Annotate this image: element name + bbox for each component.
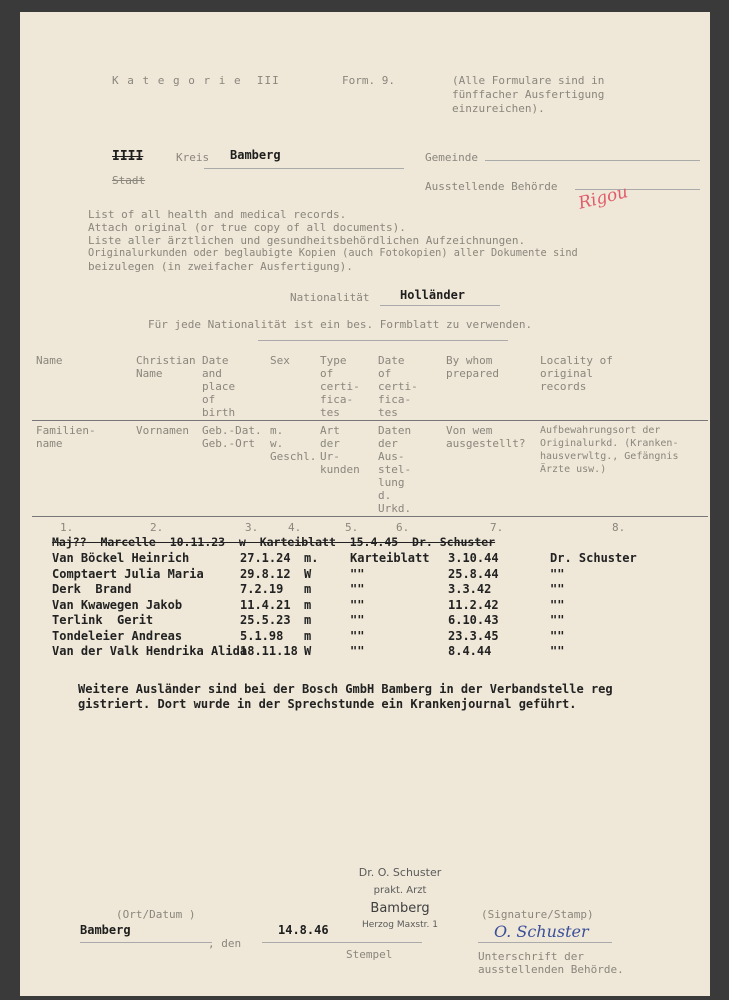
col-number-2: 2. <box>150 521 164 534</box>
kreis-value: Bamberg <box>230 148 281 162</box>
form-number: Form. 9. <box>342 74 395 87</box>
record-name: Comptaert Julia Maria <box>52 566 204 581</box>
record-name: Terlink Gerit <box>52 613 154 627</box>
record-date: 11.2.42 <box>448 597 499 612</box>
submission-note-line3: einzureichen). <box>452 102 545 115</box>
signature-label: (Signature/Stamp) <box>481 908 594 921</box>
record-birth: 29.8.12 <box>240 566 291 581</box>
record-sex: m <box>304 582 312 596</box>
submission-note-line2: fünffacher Ausfertigung <box>452 88 605 101</box>
record-type: "" <box>350 628 365 643</box>
col-prepared-en: By whom prepared <box>446 354 499 380</box>
record-by: "" <box>550 597 565 612</box>
record-by: "" <box>550 582 565 596</box>
col-number-7: 7. <box>490 521 504 534</box>
record-name: Van der Valk Hendrika Alida <box>52 644 248 658</box>
col-sex-de: m. w. Geschl. <box>270 424 317 463</box>
stamp-line4: Herzog Maxstr. 1 <box>362 920 438 930</box>
record-by: "" <box>550 566 565 581</box>
record-sex: W <box>304 566 312 581</box>
record-type: "" <box>350 582 365 596</box>
record-type: "" <box>350 644 365 658</box>
nationality-note-underline <box>258 340 508 341</box>
stamp-line3: Bamberg <box>370 901 430 916</box>
den-label: , den <box>208 937 242 950</box>
col-type-en: Type of certi- fica- tes <box>320 354 360 419</box>
behoerde-label: Ausstellende Behörde <box>425 180 558 193</box>
nationality-value: Holländer <box>400 288 466 302</box>
instruction-line2: Attach original (or true copy of all documents). <box>88 221 406 234</box>
col-christian-name-de: Vornamen <box>136 424 189 437</box>
stempel-label: Stempel <box>346 948 393 961</box>
date-value: 14.8.46 <box>278 923 329 937</box>
record-birth: 7.2.19 <box>240 582 284 596</box>
record-sex: W <box>304 644 312 658</box>
col-date-en: Date of certi- fica- tes <box>378 354 418 419</box>
record-name: Derk Brand <box>52 582 132 596</box>
col-number-5: 5. <box>345 521 359 534</box>
instruction-line3: Liste aller ärztlichen und gesundheitsbehördlichen Aufzeichnungen. <box>88 234 526 247</box>
col-sex-en: Sex <box>270 354 290 367</box>
record-sex: m. <box>304 551 319 565</box>
col-type-de: Art der Ur- kunden <box>320 424 360 476</box>
kreis-underline <box>204 168 404 169</box>
stadt-label: Stadt <box>112 174 146 187</box>
remark-line2: gistriert. Dort wurde in der Sprechstunde ein Krankenjournal geführt. <box>78 697 577 711</box>
record-date: 6.10.43 <box>448 613 499 627</box>
col-name-en: Name <box>36 354 63 367</box>
place-date-label: (Ort/Datum ) <box>116 908 196 921</box>
signature-underline <box>478 942 612 943</box>
record-date: 3.10.44 <box>448 551 499 565</box>
red-handwritten-annotation: Rigou <box>576 182 630 214</box>
kreis-label: Kreis <box>176 151 210 164</box>
col-number-4: 4. <box>288 521 302 534</box>
date-underline <box>262 942 422 943</box>
record-name: Van Böckel Heinrich <box>52 551 190 565</box>
submission-note-line1: (Alle Formulare sind in <box>452 74 605 87</box>
record-birth: 5.1.98 <box>240 628 284 643</box>
record-type: "" <box>350 566 365 581</box>
numbers-divider <box>32 516 708 517</box>
record-type: "" <box>350 597 365 612</box>
col-prepared-de: Von wem ausgestellt? <box>446 424 526 450</box>
col-number-8: 8. <box>612 521 626 534</box>
record-type: "" <box>350 613 365 627</box>
record-by: "" <box>550 644 565 658</box>
unterschrift-line1: Unterschrift der <box>478 950 584 963</box>
stamp-line1: Dr. O. Schuster <box>358 866 442 879</box>
struck-out-row: Maj?? Marcelle 10.11.23 w Karteiblatt 15.4.45 Dr. Schuster <box>52 535 496 549</box>
record-name: Tondeleier Andreas <box>52 628 183 643</box>
col-number-1: 1. <box>60 521 74 534</box>
record-date: 23.3.45 <box>448 628 499 643</box>
unterschrift-line2: ausstellenden Behörde. <box>478 963 624 976</box>
record-birth: 18.11.18 <box>240 644 298 658</box>
record-birth: 25.5.23 <box>240 613 291 627</box>
record-name: Van Kwawegen Jakob <box>52 597 183 612</box>
record-sex: m <box>304 628 312 643</box>
place-value: Bamberg <box>80 923 131 937</box>
col-name-de: Familien- name <box>36 424 96 450</box>
kategorie-label: K a t e g o r i e III <box>112 74 280 87</box>
col-date-de: Daten der Aus- stel- lung d. Urkd. <box>378 424 412 515</box>
col-birth-de: Geb.-Dat. Geb.-Ort <box>202 424 262 450</box>
instruction-line5: beizulegen (in zweifacher Ausfertigung). <box>88 260 353 273</box>
record-birth: 11.4.21 <box>240 597 291 612</box>
col-christian-name-en: Christian Name <box>136 354 196 380</box>
col-number-6: 6. <box>396 521 410 534</box>
col-birth-en: Date and place of birth <box>202 354 236 419</box>
record-by: Dr. Schuster <box>550 551 637 565</box>
record-birth: 27.1.24 <box>240 551 291 565</box>
header-divider <box>32 420 708 421</box>
record-date: 3.3.42 <box>448 582 492 596</box>
stamp-line2: prakt. Arzt <box>373 885 427 896</box>
nationality-note: Für jede Nationalität ist ein bes. Formblatt zu verwenden. <box>148 318 533 331</box>
nationality-label: Nationalität <box>290 291 370 304</box>
record-sex: m <box>304 597 312 612</box>
record-sex: m <box>304 613 312 627</box>
nationality-underline <box>380 305 500 306</box>
remark-line1: Weitere Ausländer sind bei der Bosch GmbH Bamberg in der Verbandstelle reg <box>78 682 613 696</box>
record-date: 25.8.44 <box>448 566 499 581</box>
gemeinde-underline <box>485 160 700 161</box>
marker-strokes: IIII <box>112 149 144 164</box>
record-date: 8.4.44 <box>448 644 492 658</box>
record-by: "" <box>550 613 565 627</box>
col-locality-en: Locality of original records <box>540 354 613 393</box>
record-by: "" <box>550 628 565 643</box>
col-number-3: 3. <box>245 521 259 534</box>
place-underline <box>80 942 212 943</box>
record-type: Karteiblatt <box>350 551 430 565</box>
instruction-line1: List of all health and medical records. <box>88 208 347 221</box>
gemeinde-label: Gemeinde <box>425 151 478 164</box>
instruction-line4: Originalurkunden oder beglaubigte Kopien (auch Fotokopien) aller Dokumente sind <box>88 247 578 259</box>
col-locality-de: Aufbewahrungsort der Originalurkd. (Kranken- hausverwltg., Gefängnis Ärzte usw.) <box>540 425 679 475</box>
handwritten-signature: O. Schuster <box>494 922 589 941</box>
